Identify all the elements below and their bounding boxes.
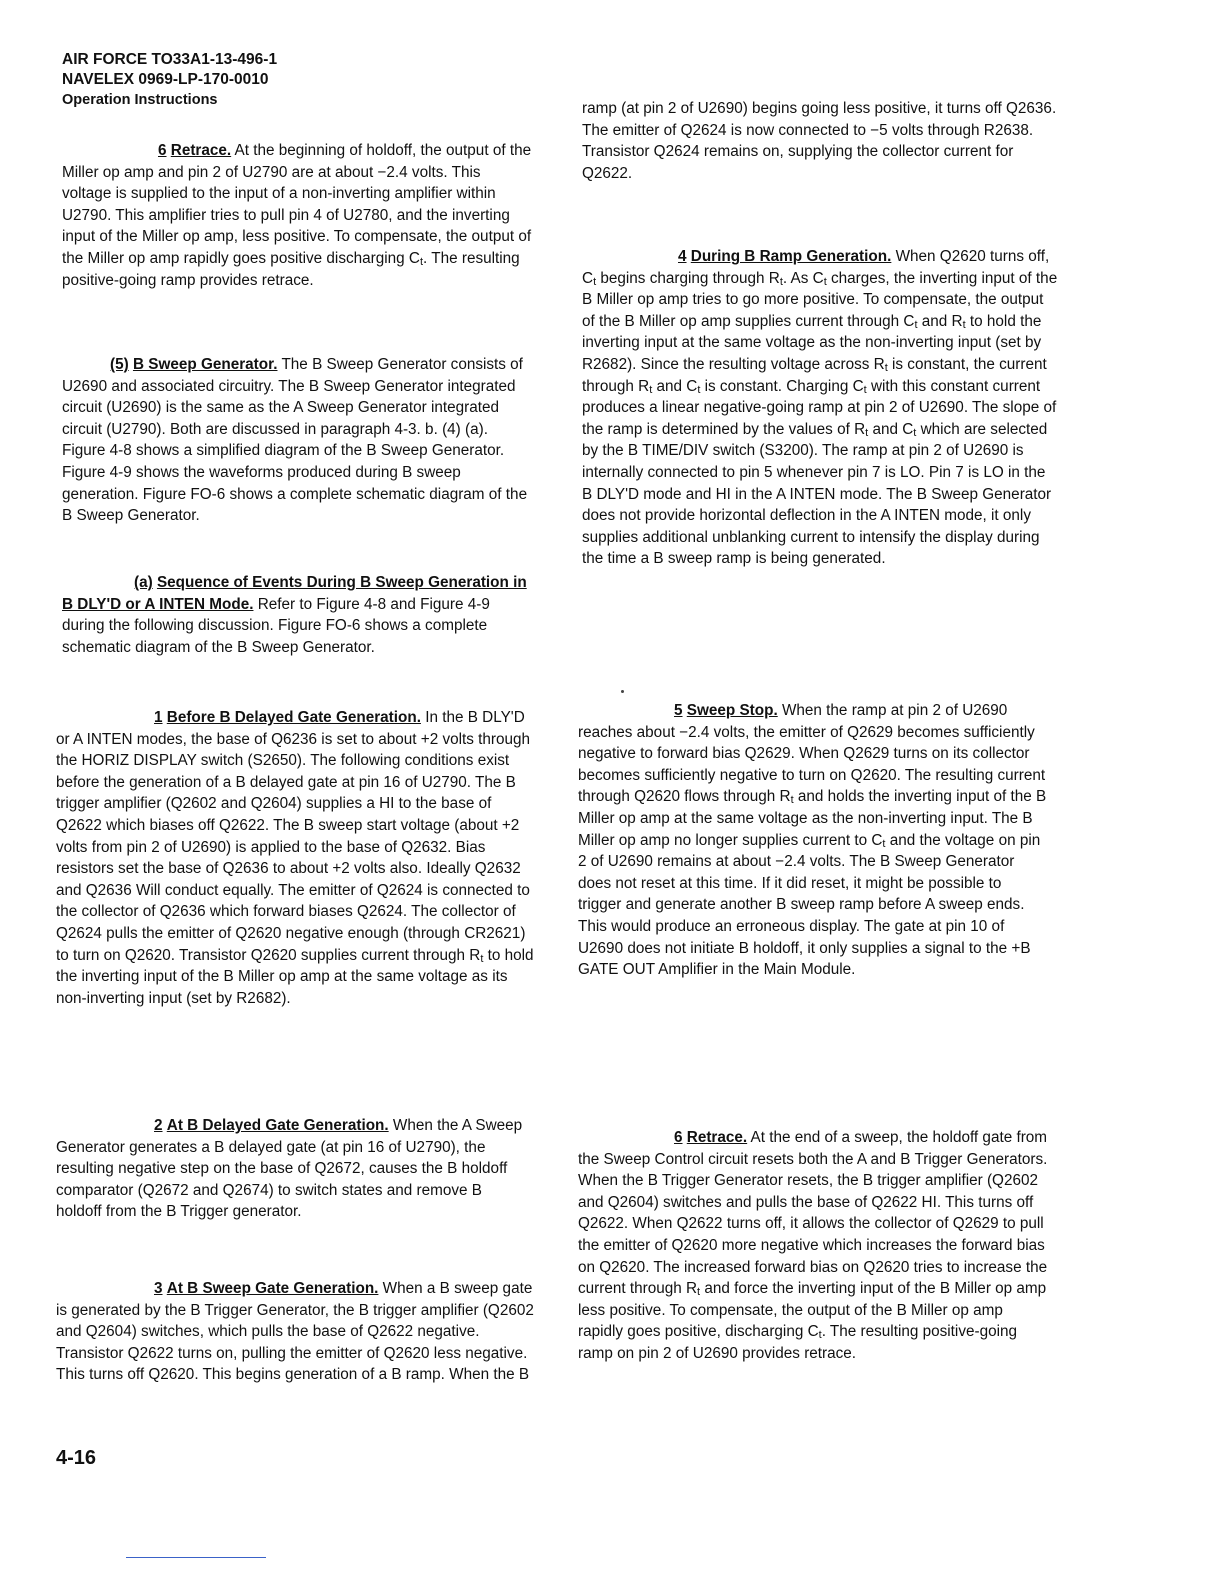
left-p1-sub: t: [419, 255, 424, 268]
right-p2-sub: t: [863, 383, 867, 396]
left-p6-text: When a B sweep gate is generated by the B Trigger Generator, the B trigger amplifier (Q2602 and Q2604) switches, which pulls the base of Q2622 negative. Transistor Q2622 turns on, pulling the emitter of Q2620 less negative. This turns off Q2620. This begins generation of a B ramp. When the B: [56, 1280, 534, 1384]
right-p3-t3: and the voltage on pin 2 of U2690 remains at about −2.4 volts. The B Sweep Generator does not reset at this time. If it did reset, it might be possible to trigger and generate another B sweep ramp before A sweep ends. This would produce an erroneous display. The gate at pin 10 of U2690 does not initiate B holdoff, it only supplies a signal to the +B GATE OUT Amplifier in the Main Module.: [578, 831, 1041, 979]
left-p5-title: At B Delayed Gate Generation.: [166, 1117, 389, 1134]
left-p5-num: 2: [154, 1117, 163, 1134]
right-p2-t12: which are selected by the B TIME/DIV switch (S3200). The ramp at pin 2 of U2690 is internally connected to pin 5 whenever pin 7 is LO. Pin 7 is LO in the B DLY'D mode and HI in the A INTEN mode. The B Sweep Generator does not provide horizontal deflection in the A INTEN mode, it only supplies additional unblanking current to intensify the display during the time a B sweep ramp is being generated.: [582, 420, 1052, 568]
right-p2-t10: with this constant current produces a linear negative-going ramp at pin 2 of U2690. The slope of the ramp is determined by the values of R: [582, 377, 1057, 438]
left-p4-tail: to hold the inverting input of the B Miller op amp at the same voltage as its non-inverting input (set by R2682).: [56, 946, 534, 1007]
right-p4-sub: t: [697, 1286, 701, 1299]
right-p3: [578, 700, 1048, 981]
stray-dot: [621, 690, 624, 693]
right-p2-t11: and C: [868, 420, 914, 438]
right-p3-sub: t: [882, 837, 886, 850]
left-p6-title: At B Sweep Gate Generation.: [166, 1280, 379, 1297]
right-p2-sub: t: [884, 361, 888, 374]
footer-rule: [126, 1557, 266, 1558]
right-p2-t8: and C: [652, 377, 698, 395]
document-header: [62, 50, 482, 110]
right-p2-t9: is constant. Charging C: [700, 377, 864, 395]
right-p2-t6: to hold the inverting input at the same voltage as the non-inverting input (set by R2682). Since the resulting voltage across R: [582, 312, 1042, 373]
right-p3-sub: t: [790, 794, 794, 807]
left-p4-title: Before B Delayed Gate Generation.: [166, 709, 421, 726]
right-p4-t2: and force the inverting input of the B Miller op amp less positive. To compensate, the output of the B Miller op amp rapidly goes positive, discharging C: [578, 1280, 1047, 1341]
right-p2-t1: When Q2620 turns off, C: [582, 248, 1050, 287]
left-p4-text: In the B DLY'D or A INTEN modes, the base of Q6236 is set to about +2 volts through the HORIZ DISPLAY switch (S2650). The following conditions exist before the generation of a B delayed gate at pin 16 of U2790. The B trigger amplifier (Q2602 and Q2604) supplies a HI to the base of Q2622 which biases off Q2622. The B sweep start voltage (about +2 volts from pin 2 of U2690) is applied to the base of Q2632. Bias resistors set the base of Q2636 to about +2 volts also. Ideally Q2632 and Q2636 Will conduct equally. The emitter of Q2624 is connected to the collector of Q2636 which forward biases Q2624. The collector of Q2624 pulls the emitter of Q2620 negative enough (through CR2621) to turn on Q2620. Transistor Q2620 supplies current through R: [56, 709, 531, 964]
right-p1: [582, 98, 1058, 184]
left-p3-num: (a): [134, 574, 153, 591]
header-line-1: AIR FORCE TO33A1-13-496-1: [62, 51, 278, 68]
right-p1-text: ramp (at pin 2 of U2690) begins going less positive, it turns off Q2636. The emitter of Q2624 is now connected to −5 volts through R2638. Transistor Q2624 remains on, supplying the collector current for Q2622.: [582, 100, 1057, 182]
right-p2-t3: . As C: [782, 269, 824, 287]
right-p2-t4: charges, the inverting input of the B Miller op amp tries to go more positive. To compensate, the output of the B Miller op amp supplies current through C: [582, 269, 1058, 330]
page-number: 4-16: [56, 1447, 97, 1469]
left-p1-num: 6: [158, 142, 167, 159]
left-p5-text: When the A Sweep Generator generates a B delayed gate (at pin 16 of U2790), the resulting negative step on the base of Q2672, causes the B holdoff comparator (Q2672 and Q2674) to switch states and remove B holdoff from the B Trigger generator.: [56, 1117, 523, 1221]
right-p4-num: 6: [674, 1129, 683, 1146]
left-p1: [62, 140, 534, 291]
left-p4: [56, 707, 534, 1009]
right-p3-t1: When the ramp at pin 2 of U2690 reaches about −2.4 volts, the emitter of Q2629 becomes sufficiently negative to forward bias Q2629. When Q2629 turns on its collector becomes sufficiently negative to turn on Q2620. The resulting current through Q2620 flows through R: [578, 702, 1046, 806]
right-p2-sub: t: [914, 318, 918, 331]
left-p3: [62, 572, 534, 658]
right-p2-sub: t: [823, 275, 827, 288]
right-p2-title: During B Ramp Generation.: [690, 248, 892, 265]
right-p4-t3: . The resulting positive-going ramp on pin 2 of U2690 provides retrace.: [578, 1323, 1017, 1362]
left-p4-sub: t: [480, 952, 484, 965]
right-p4-sub: t: [818, 1329, 822, 1342]
right-p2-num: 4: [678, 248, 687, 265]
header-line-2: NAVELEX 0969-LP-170-0010: [62, 71, 269, 88]
left-p3-title: Sequence of Events During B Sweep Generation in B DLY'D or A INTEN Mode.: [62, 574, 527, 613]
right-p2-sub: t: [779, 275, 783, 288]
left-p2-text: The B Sweep Generator consists of U2690 and associated circuitry. The B Sweep Generator integrated circuit (U2690) is the same as the A Sweep Generator integrated circuit (U2790). Both are discussed in paragraph 4-3. b. (4) (a). Figure 4-8 shows a simplified diagram of the B Sweep Generator. Figure 4-9 shows the waveforms produced during B sweep generation. Figure FO-6 shows a complete schematic diagram of the B Sweep Generator.: [62, 356, 528, 525]
left-p2-title: B Sweep Generator.: [132, 356, 278, 373]
left-p2-num: (5): [110, 356, 129, 373]
right-p2-t5: and R: [917, 312, 963, 330]
right-p4-title: Retrace.: [686, 1129, 748, 1146]
right-p3-t2: and holds the inverting input of the B Miller op amp at the same voltage as the non-inverting input. The B Miller op amp no longer supplies current to C: [578, 788, 1047, 849]
left-p1-title: Retrace.: [170, 142, 232, 159]
left-p6-num: 3: [154, 1280, 163, 1297]
right-p2-sub: t: [697, 383, 701, 396]
right-p4-t1: At the end of a sweep, the holdoff gate from the Sweep Control circuit resets both the A and B Trigger Generators. When the B Trigger Generator resets, the B trigger amplifier (Q2602 and Q2604) switches and pulls the base of Q2622 HI. This turns off Q2622. When Q2622 turns off, it allows the collector of Q2629 to pull the emitter of Q2620 more negative which increases the forward bias on Q2620. The increased forward bias on Q2620 tries to increase the current through R: [578, 1129, 1048, 1298]
left-p2: [62, 354, 534, 527]
right-p2-t2: begins charging through R: [596, 269, 780, 287]
right-p4: [578, 1127, 1048, 1365]
left-p5: [56, 1115, 526, 1223]
right-p3-title: Sweep Stop.: [686, 702, 778, 719]
header-line-3: Operation Instructions: [62, 92, 218, 108]
right-p2: [582, 246, 1058, 570]
left-p6: [56, 1278, 534, 1386]
right-p3-num: 5: [674, 702, 683, 719]
left-p4-num: 1: [154, 709, 163, 726]
right-p2-t7: is constant, the current through R: [582, 355, 1047, 395]
right-p2-sub: t: [593, 275, 597, 288]
left-p1-tail: . The resulting positive-going ramp provides retrace.: [62, 249, 520, 289]
right-p2-sub: t: [865, 426, 869, 439]
right-p2-sub: t: [649, 383, 653, 396]
right-p2-sub: t: [913, 426, 917, 439]
right-p2-sub: t: [962, 318, 966, 331]
left-p3-text: Refer to Figure 4-8 and Figure 4-9 during the following discussion. Figure FO-6 shows a complete schematic diagram of the B Sweep Generator.: [62, 595, 490, 656]
left-p1-text: At the beginning of holdoff, the output of the Miller op amp and pin 2 of U2790 are at about −2.4 volts. This voltage is supplied to the input of a non-inverting amplifier within U2790. This amplifier tries to pull pin 4 of U2780, and the inverting input of the Miller op amp, less positive. To compensate, the output of the Miller op amp rapidly goes positive discharging C: [62, 142, 532, 267]
